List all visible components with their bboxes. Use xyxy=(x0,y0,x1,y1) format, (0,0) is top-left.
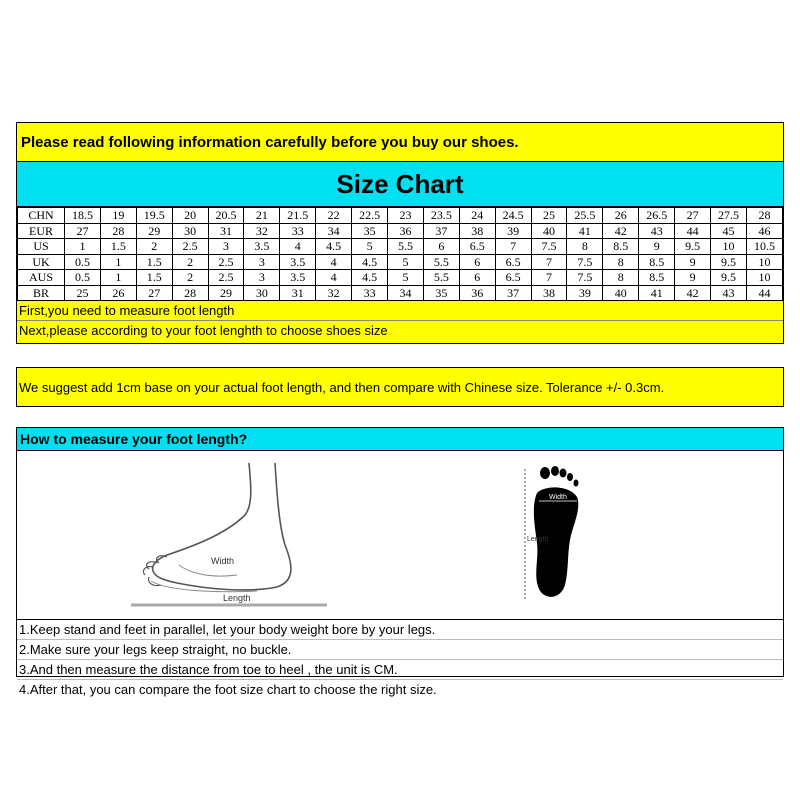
size-cell: 2 xyxy=(172,270,208,286)
size-cell: 8 xyxy=(567,239,603,255)
size-cell: 44 xyxy=(746,285,782,301)
size-row-uk xyxy=(18,254,783,270)
size-cell: 2 xyxy=(172,254,208,270)
size-cell: 5 xyxy=(352,239,388,255)
size-cell: 41 xyxy=(567,223,603,239)
size-cell: 27 xyxy=(136,285,172,301)
size-row-us xyxy=(18,239,783,255)
size-cell: 33 xyxy=(352,285,388,301)
step-4: 4.After that, you can compare the foot size chart to choose the right size. xyxy=(19,682,437,697)
size-cell: 4 xyxy=(316,270,352,286)
size-row-label: US xyxy=(18,239,65,255)
notes-list xyxy=(17,301,783,340)
size-cell: 1 xyxy=(65,239,101,255)
size-cell: 9 xyxy=(675,270,711,286)
size-cell: 43 xyxy=(711,285,747,301)
size-cell: 2.5 xyxy=(172,239,208,255)
sole-foot-illustration xyxy=(505,461,595,611)
size-cell: 6 xyxy=(459,270,495,286)
size-cell: 8 xyxy=(603,254,639,270)
size-cell: 28 xyxy=(746,208,782,224)
size-chart-panel xyxy=(16,122,784,344)
size-cell: 41 xyxy=(639,285,675,301)
size-cell: 2.5 xyxy=(208,270,244,286)
size-cell: 40 xyxy=(531,223,567,239)
size-cell: 18.5 xyxy=(65,208,101,224)
size-row-label: BR xyxy=(18,285,65,301)
size-cell: 5 xyxy=(388,270,424,286)
size-row-chn xyxy=(18,208,783,224)
size-cell: 46 xyxy=(746,223,782,239)
size-cell: 29 xyxy=(136,223,172,239)
size-cell: 10 xyxy=(711,239,747,255)
size-cell: 19 xyxy=(100,208,136,224)
size-row-label: CHN xyxy=(18,208,65,224)
size-cell: 7.5 xyxy=(567,254,603,270)
step-3: 3.And then measure the distance from toe to heel , the unit is CM. xyxy=(17,660,783,680)
size-cell: 9.5 xyxy=(675,239,711,255)
size-row-eur xyxy=(18,223,783,239)
size-cell: 20 xyxy=(172,208,208,224)
size-cell: 31 xyxy=(208,223,244,239)
size-cell: 35 xyxy=(352,223,388,239)
size-cell: 30 xyxy=(244,285,280,301)
size-cell: 32 xyxy=(316,285,352,301)
measure-header: How to measure your foot length? xyxy=(17,428,783,451)
size-cell: 31 xyxy=(280,285,316,301)
size-cell: 26 xyxy=(100,285,136,301)
size-cell: 7 xyxy=(531,254,567,270)
purchase-notice: Please read following information carefully before you buy our shoes. xyxy=(17,123,783,162)
size-cell: 1 xyxy=(100,254,136,270)
size-cell: 28 xyxy=(100,223,136,239)
size-cell: 25.5 xyxy=(567,208,603,224)
size-cell: 3.5 xyxy=(244,239,280,255)
size-cell: 10 xyxy=(746,270,782,286)
size-cell: 37 xyxy=(423,223,459,239)
size-cell: 21.5 xyxy=(280,208,316,224)
sole-length-label: Length xyxy=(527,536,549,543)
size-cell: 0.5 xyxy=(65,254,101,270)
size-cell: 5 xyxy=(388,254,424,270)
sole-width-label: Width xyxy=(549,494,567,501)
size-table xyxy=(17,207,783,301)
size-row-br xyxy=(18,285,783,301)
size-cell: 23 xyxy=(388,208,424,224)
side-foot-illustration xyxy=(127,455,357,615)
step-1: 1.Keep stand and feet in parallel, let your body weight bore by your legs. xyxy=(17,620,783,640)
size-cell: 5.5 xyxy=(388,239,424,255)
size-cell: 4.5 xyxy=(352,254,388,270)
suggestion-banner xyxy=(16,367,784,407)
size-cell: 42 xyxy=(675,285,711,301)
size-cell: 6.5 xyxy=(495,254,531,270)
size-cell: 45 xyxy=(711,223,747,239)
size-chart-title: Size Chart xyxy=(17,162,783,207)
size-cell: 3.5 xyxy=(280,270,316,286)
size-cell: 29 xyxy=(208,285,244,301)
size-cell: 6 xyxy=(459,254,495,270)
foot-illustrations xyxy=(17,451,783,620)
size-cell: 38 xyxy=(531,285,567,301)
size-cell: 39 xyxy=(567,285,603,301)
size-cell: 4.5 xyxy=(352,270,388,286)
size-cell: 28 xyxy=(172,285,208,301)
size-cell: 6.5 xyxy=(495,270,531,286)
size-cell: 2.5 xyxy=(208,254,244,270)
size-row-label: UK xyxy=(18,254,65,270)
size-row-label: AUS xyxy=(18,270,65,286)
size-cell: 1.5 xyxy=(136,270,172,286)
size-cell: 3 xyxy=(208,239,244,255)
size-cell: 24 xyxy=(459,208,495,224)
size-cell: 1 xyxy=(100,270,136,286)
size-cell: 8 xyxy=(603,270,639,286)
size-cell: 36 xyxy=(459,285,495,301)
size-cell: 9 xyxy=(675,254,711,270)
size-cell: 44 xyxy=(675,223,711,239)
size-cell: 10.5 xyxy=(746,239,782,255)
suggestion-text: We suggest add 1cm base on your actual foot length, and then compare with Chinese size. Tolerance +/- 0.3cm. xyxy=(19,379,665,395)
size-cell: 38 xyxy=(459,223,495,239)
size-cell: 19.5 xyxy=(136,208,172,224)
size-cell: 25 xyxy=(531,208,567,224)
side-width-label: Width xyxy=(211,556,235,566)
size-cell: 4.5 xyxy=(316,239,352,255)
size-cell: 32 xyxy=(244,223,280,239)
size-cell: 3.5 xyxy=(280,254,316,270)
size-cell: 26 xyxy=(603,208,639,224)
side-length-label: Length xyxy=(223,593,251,603)
size-cell: 8.5 xyxy=(603,239,639,255)
size-cell: 5.5 xyxy=(423,270,459,286)
size-cell: 5.5 xyxy=(423,254,459,270)
size-cell: 7 xyxy=(531,270,567,286)
size-cell: 37 xyxy=(495,285,531,301)
size-cell: 4 xyxy=(316,254,352,270)
size-cell: 6.5 xyxy=(459,239,495,255)
size-cell: 43 xyxy=(639,223,675,239)
size-cell: 40 xyxy=(603,285,639,301)
step-2: 2.Make sure your legs keep straight, no buckle. xyxy=(17,640,783,660)
size-cell: 9.5 xyxy=(711,254,747,270)
size-cell: 3 xyxy=(244,254,280,270)
size-cell: 39 xyxy=(495,223,531,239)
note-first: First,you need to measure foot length xyxy=(19,303,235,318)
size-cell: 27 xyxy=(65,223,101,239)
size-cell: 35 xyxy=(423,285,459,301)
size-cell: 1.5 xyxy=(100,239,136,255)
size-cell: 25 xyxy=(65,285,101,301)
size-cell: 36 xyxy=(388,223,424,239)
size-cell: 6 xyxy=(423,239,459,255)
size-cell: 24.5 xyxy=(495,208,531,224)
size-cell: 8.5 xyxy=(639,254,675,270)
size-cell: 7 xyxy=(495,239,531,255)
size-cell: 26.5 xyxy=(639,208,675,224)
size-cell: 34 xyxy=(388,285,424,301)
size-cell: 22 xyxy=(316,208,352,224)
size-cell: 1.5 xyxy=(136,254,172,270)
size-cell: 4 xyxy=(280,239,316,255)
size-cell: 22.5 xyxy=(352,208,388,224)
size-cell: 10 xyxy=(746,254,782,270)
size-cell: 9.5 xyxy=(711,270,747,286)
size-cell: 33 xyxy=(280,223,316,239)
size-cell: 27 xyxy=(675,208,711,224)
size-cell: 9 xyxy=(639,239,675,255)
size-row-label: EUR xyxy=(18,223,65,239)
size-row-aus xyxy=(18,270,783,286)
size-cell: 30 xyxy=(172,223,208,239)
note-next: Next,please according to your foot lenghth to choose shoes size xyxy=(17,320,783,340)
size-cell: 27.5 xyxy=(711,208,747,224)
size-cell: 34 xyxy=(316,223,352,239)
size-cell: 2 xyxy=(136,239,172,255)
measure-panel xyxy=(16,427,784,697)
size-cell: 23.5 xyxy=(423,208,459,224)
steps-list xyxy=(17,620,783,699)
size-cell: 8.5 xyxy=(639,270,675,286)
size-cell: 3 xyxy=(244,270,280,286)
size-cell: 21 xyxy=(244,208,280,224)
size-cell: 0.5 xyxy=(65,270,101,286)
size-cell: 7.5 xyxy=(531,239,567,255)
size-cell: 20.5 xyxy=(208,208,244,224)
size-cell: 7.5 xyxy=(567,270,603,286)
size-cell: 42 xyxy=(603,223,639,239)
